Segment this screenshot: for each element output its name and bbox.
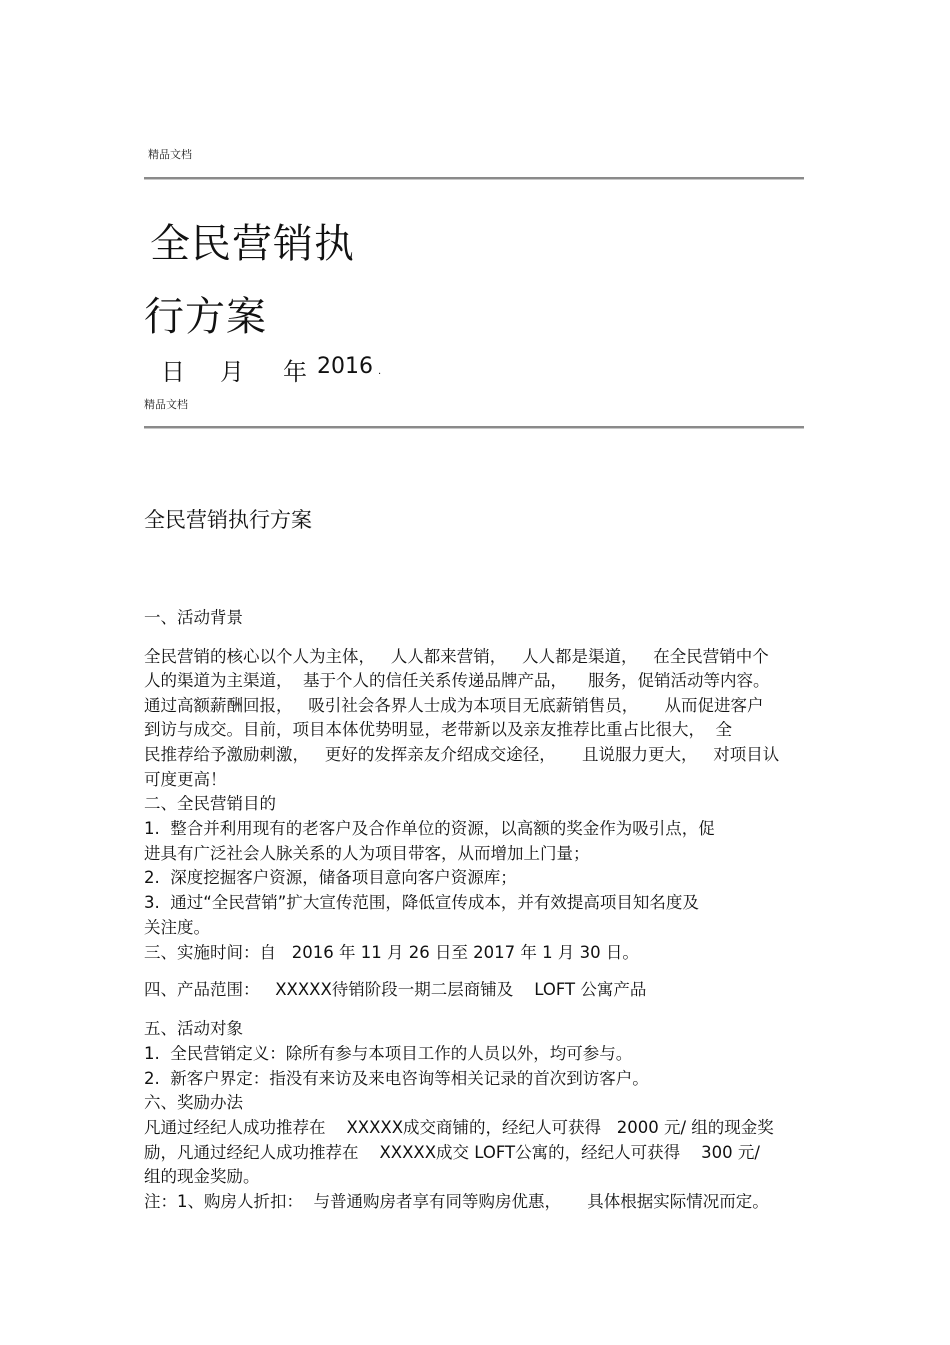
- list-item-continuation: 关注度。: [144, 918, 210, 937]
- paragraph-line: 组的现金奖励。: [144, 1167, 260, 1186]
- list-item: 3. 通过“全民营销”扩大宣传范围，降低宣传成本，并有效提高项目知名度及: [144, 893, 699, 912]
- header-label: 精品文档: [148, 148, 192, 161]
- paragraph-line: 全民营销的核心以个人为主体， 人人都来营销， 人人都是渠道， 在全民营销中个: [144, 647, 769, 666]
- section-heading-purpose: 二、全民营销目的: [144, 794, 276, 813]
- note-line: 注：1、购房人折扣： 与普通购房者享有同等购房优惠， 具体根据实际情况而定。: [144, 1192, 769, 1211]
- list-item: 1. 全民营销定义：除所有参与本项目工作的人员以外，均可参与。: [144, 1044, 633, 1063]
- paragraph-line: 可度更高！: [144, 770, 227, 789]
- document-title: 全民营销执行方案: [144, 508, 312, 532]
- list-item: 2. 深度挖掘客户资源，储备项目意向客户资源库；: [144, 868, 517, 887]
- cover-title-line-2: 行方案: [144, 294, 267, 340]
- section-heading-product: 四、产品范围： XXXXX待销阶段一期二层商铺及 LOFT 公寓产品: [144, 980, 647, 999]
- section-heading-target: 五、活动对象: [144, 1019, 243, 1038]
- date-dot: .: [378, 366, 382, 377]
- page-header-label: 精品文档: [144, 398, 188, 411]
- header-divider: [144, 177, 804, 180]
- paragraph-line: 通过高额薪酬回报， 吸引社会各界人士成为本项目无底薪销售员， 从而促进客户: [144, 696, 764, 715]
- paragraph-line: 凡通过经纪人成功推荐在 XXXXX成交商铺的，经纪人可获得 2000 元/ 组的现金奖: [144, 1118, 774, 1137]
- cover-date: [0, 352, 950, 386]
- page-divider: [144, 426, 804, 429]
- list-item-continuation: 进具有广泛社会人脉关系的人为项目带客，从而增加上门量；: [144, 844, 590, 863]
- list-item: 2. 新客户界定：指没有来访及来电咨询等相关记录的首次到访客户。: [144, 1069, 649, 1088]
- cover-title-line-1: 全民营销执: [150, 221, 355, 267]
- date-year: 年: [283, 358, 307, 386]
- section-heading-time: 三、实施时间：自 2016 年 11 月 26 日至 2017 年 1 月 30 日。: [144, 943, 639, 962]
- paragraph-line: 民推荐给予激励刺激， 更好的发挥亲友介绍成交途径， 且说服力更大， 对项目认: [144, 745, 780, 764]
- date-year-value: 2016: [317, 354, 373, 379]
- paragraph-line: 人的渠道为主渠道， 基于个人的信任关系传递品牌产品， 服务，促销活动等内容。: [144, 671, 770, 690]
- section-heading-background: 一、活动背景: [144, 608, 243, 627]
- date-day: 日: [161, 358, 185, 386]
- list-item: 1. 整合并利用现有的老客户及合作单位的资源，以高额的奖金作为吸引点，促: [144, 819, 715, 838]
- date-month: 月: [220, 358, 244, 386]
- section-heading-reward: 六、奖励办法: [144, 1093, 243, 1112]
- paragraph-line: 励，凡通过经纪人成功推荐在 XXXXX成交 LOFT公寓的，经纪人可获得 300 元/: [144, 1143, 760, 1162]
- paragraph-line: 到访与成交。目前，项目本体优势明显，老带新以及亲友推荐比重占比很大， 全: [144, 720, 732, 739]
